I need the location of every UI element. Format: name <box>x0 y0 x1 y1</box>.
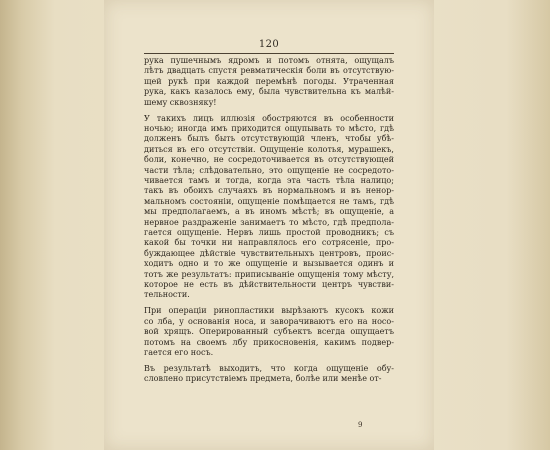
text-line: долженъ былъ быть отсутствующій членъ, чтобы убѣ- <box>144 134 394 144</box>
text-line: буждающее дѣйствіе чувствительныхъ центровъ, проис- <box>144 248 394 258</box>
text-line: щей рукѣ при каждой перемѣнѣ погоды. Утраченная <box>144 76 394 86</box>
text-line: со лба, у основанія носа, и заворачиваютъ его на носо- <box>144 316 394 326</box>
text-line: мальномъ состояніи, ощущеніе помѣщается не тамъ, гдѣ <box>144 196 394 206</box>
text-line: тотъ же результатъ: приписываніе ощущенія тому мѣсту, <box>144 269 394 279</box>
text-line: которое не есть въ дѣйствительности центръ чувстви- <box>144 280 394 290</box>
text-line: тельности. <box>144 290 190 300</box>
text-line: части тѣла; слѣдовательно, это ощущеніе не сосредото- <box>144 165 394 175</box>
text-line: словлено присутствіемъ предмета, болѣе или менѣе от- <box>144 374 382 384</box>
text-line: рука пушечнымъ ядромъ и потомъ отнята, ощущалъ <box>144 56 394 65</box>
text-line: шему сквозняку! <box>144 97 217 107</box>
text-line: лѣтъ двадцать спустя ревматическія боли въ отсутствую- <box>144 66 394 76</box>
text-line: диться въ его отсутствіи. Ощущеніе колотья, мурашекъ, <box>144 144 394 154</box>
text-line: Въ результатѣ выходитъ, что когда ощущеніе обу- <box>144 363 394 373</box>
text-line: гается его носъ. <box>144 347 214 357</box>
paragraph <box>144 306 394 358</box>
paragraph <box>144 56 394 108</box>
page-text <box>144 56 394 390</box>
text-line: нервное раздраженіе занимаетъ то мѣсто, гдѣ предпола- <box>144 217 394 227</box>
header-rule <box>144 53 394 54</box>
text-line: ночью; иногда имъ приходится ощупывать то мѣсто, гдѣ <box>144 123 394 133</box>
text-line: мы предполагаемъ, а въ иномъ мѣстѣ; въ ощущеніе, а <box>144 207 394 217</box>
page-number: 120 <box>258 39 280 50</box>
text-line: У такихъ лицъ иллюзія обостряются въ особенности <box>144 113 394 123</box>
paragraph <box>144 114 394 301</box>
text-line: гается ощущеніе. Нервъ лишь простой проводникъ; съ <box>144 228 394 237</box>
text-line: вой хрящъ. Оперированный субъектъ всегда ощущаетъ <box>144 327 394 337</box>
text-line: рука, какъ казалось ему, была чувствительна къ малѣй- <box>144 87 394 97</box>
text-line: потомъ на своемъ лбу прикосновенія, какимъ подвер- <box>144 337 394 347</box>
text-line: какой бы точки ни направлялось его сотрясеніе, про- <box>144 238 394 248</box>
text-line: При операціи ринопластики вырѣзаютъ кусокъ кожи <box>144 306 394 316</box>
text-line: боли, конечно, не сосредоточивается въ отсутствующей <box>144 155 394 165</box>
paragraph <box>144 364 394 385</box>
text-line: такъ въ обоихъ случаяхъ въ нормальномъ и въ ненор- <box>144 186 394 196</box>
text-line: чивается тамъ и тогда, когда эта часть тѣла налицо; <box>144 175 394 185</box>
printer-signature-mark: 9 <box>358 421 363 429</box>
book-page <box>104 0 434 450</box>
text-line: ходитъ одно и то же ощущеніе и вызывается одинъ и <box>144 259 394 269</box>
